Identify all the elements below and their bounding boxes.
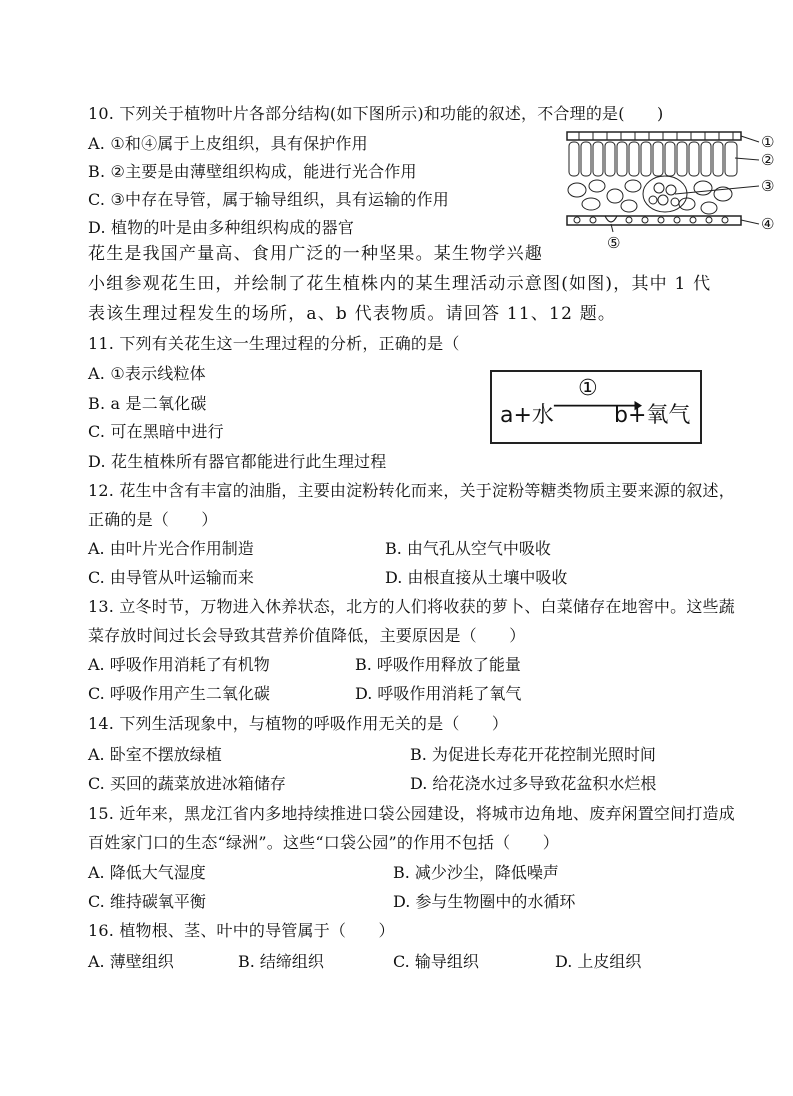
q10-option-d: D. 植物的叶是由多种组织构成的器官 [88,218,355,237]
figure-label-4: ④ [761,215,775,233]
q15-option-a: A. 降低大气湿度 [88,863,206,882]
q16-option-c: C. 输导组织 [393,952,479,971]
q12-option-c: C. 由导管从叶运输而来 [88,568,254,587]
reaction-equation-box [490,370,702,444]
intro-line-3: 表该生理过程发生的场所，a、b 代表物质。请回答 11、12 题。 [88,304,617,324]
q16-stem: 16. 植物根、茎、叶中的导管属于（ ） [88,921,395,940]
q13-option-c: C. 呼吸作用产生二氧化碳 [88,684,270,703]
figure-label-3: ③ [761,177,775,195]
figure-label-5: ⑤ [607,234,621,252]
q12-option-d: D. 由根直接从土壤中吸收 [385,568,568,587]
q12-option-a: A. 由叶片光合作用制造 [88,539,254,558]
q14-stem: 14. 下列生活现象中，与植物的呼吸作用无关的是（ ） [88,714,509,733]
leaf-cross-section-figure [563,128,789,258]
q13-stem-line-1: 13. 立冬时节，万物进入休养状态，北方的人们将收获的萝卜、白菜储存在地窖中。这些蔬 [88,597,735,616]
q12-stem-line-2: 正确的是（ ） [88,510,218,529]
q11-option-b: B. a 是二氧化碳 [88,394,207,413]
figure-label-2: ② [761,151,775,169]
q14-option-a: A. 卧室不摆放绿植 [88,745,222,764]
q13-stem-line-2: 菜存放时间过长会导致其营养价值降低，主要原因是（ ） [88,626,526,645]
q16-option-d: D. 上皮组织 [555,952,642,971]
q10-option-a: A. ①和④属于上皮组织，具有保护作用 [88,134,368,153]
q11-stem: 11. 下列有关花生这一生理过程的分析，正确的是（ [88,334,460,353]
q15-stem-line-1: 15. 近年来，黑龙江省内多地持续推进口袋公园建设，将城市边角地、废弃闲置空间打造成 [88,804,735,823]
q10-stem: 10. 下列关于植物叶片各部分结构(如下图所示)和功能的叙述，不合理的是( ) [88,104,664,123]
q14-option-d: D. 给花浇水过多导致花盆积水烂根 [410,774,657,793]
q10-option-b: B. ②主要是由薄壁组织构成，能进行光合作用 [88,162,417,181]
q11-option-d: D. 花生植株所有器官都能进行此生理过程 [88,452,387,471]
intro-line-1: 花生是我国产量高、食用广泛的一种坚果。某生物学兴趣 [88,244,543,264]
q15-stem-line-2: 百姓家门口的生态“绿洲”。这些“口袋公园”的作用不包括（ ） [88,833,559,852]
q14-option-c: C. 买回的蔬菜放进冰箱储存 [88,774,286,793]
q16-option-a: A. 薄壁组织 [88,952,174,971]
q15-option-d: D. 参与生物圈中的水循环 [393,892,576,911]
equation-site-label: ① [578,376,598,401]
q12-stem-line-1: 12. 花生中含有丰富的油脂，主要由淀粉转化而来，关于淀粉等糖类物质主要来源的叙述， [88,481,735,500]
q11-option-a: A. ①表示线粒体 [88,364,206,383]
q13-option-d: D. 呼吸作用消耗了氧气 [355,684,522,703]
q16-option-b: B. 结缔组织 [238,952,324,971]
figure-label-1: ① [761,133,775,151]
q11-option-c: C. 可在黑暗中进行 [88,422,224,441]
q14-option-b: B. 为促进长寿花开花控制光照时间 [410,745,656,764]
q15-option-b: B. 减少沙尘，降低噪声 [393,863,559,882]
equation-left: a+水 [500,403,554,428]
q15-option-c: C. 维持碳氧平衡 [88,892,206,911]
q12-option-b: B. 由气孔从空气中吸收 [385,539,551,558]
q10-option-c: C. ③中存在导管，属于输导组织，具有运输的作用 [88,190,449,209]
q13-option-b: B. 呼吸作用释放了能量 [355,655,521,674]
equation-right: b+氧气 [614,403,691,428]
q13-option-a: A. 呼吸作用消耗了有机物 [88,655,270,674]
intro-line-2: 小组参观花生田，并绘制了花生植株内的某生理活动示意图(如图)，其中 1 代 [88,274,712,294]
